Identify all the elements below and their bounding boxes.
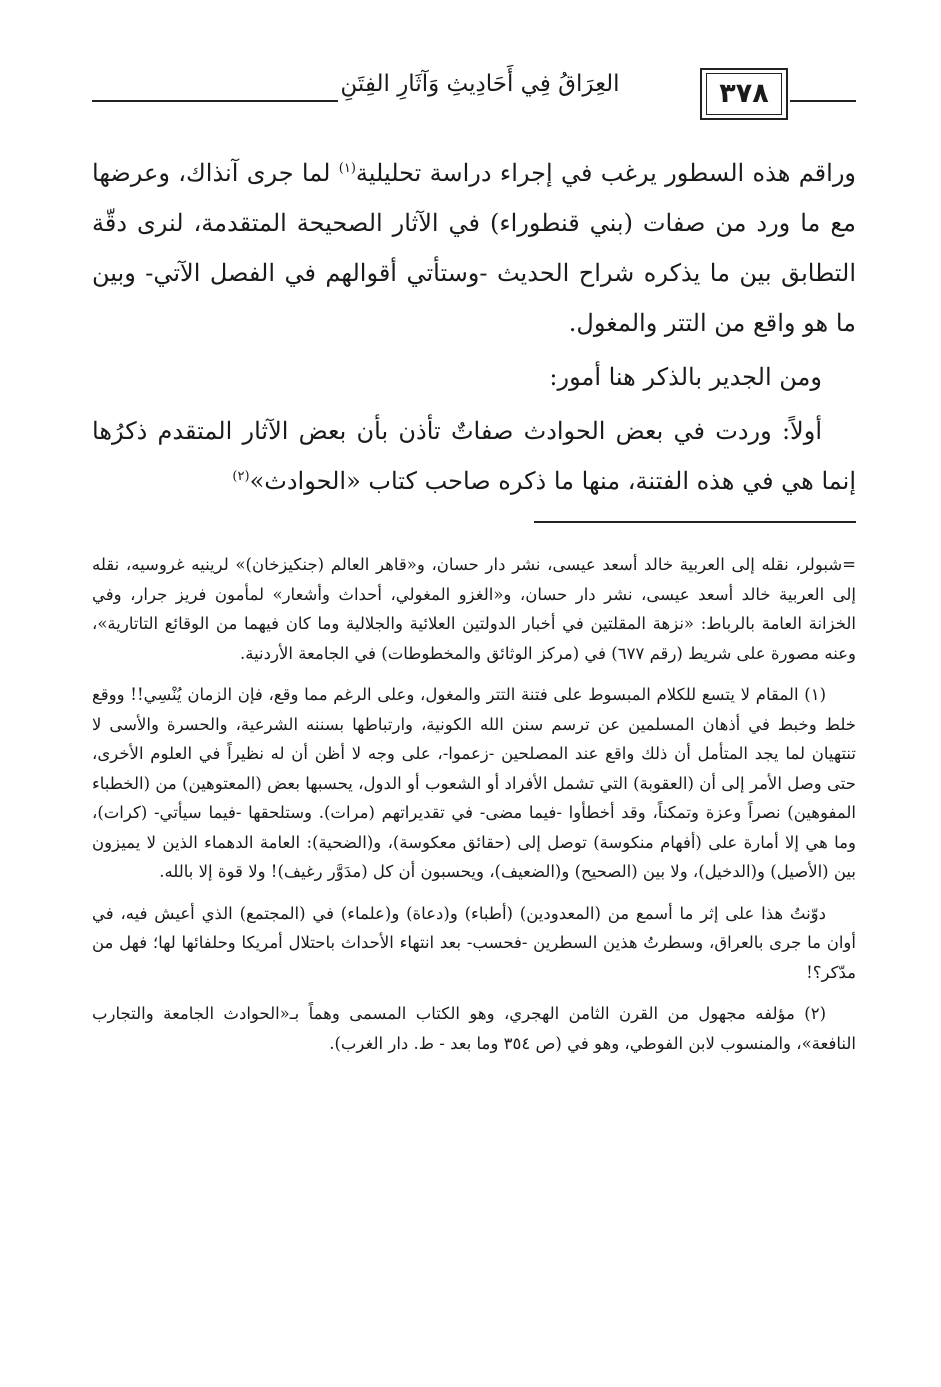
footnote-ref-1[interactable]: (١) — [338, 161, 356, 176]
footnote-divider — [534, 521, 856, 523]
main-text — [92, 148, 856, 506]
paragraph-1-text-rest: لما جرى آنذاك، وعرضها مع ما ورد من صفات (بني قنطوراء) في الآثار الصحيحة المتقدمة، لنرى دقّة التطابق بين ما يذكره شراح الحديث -وستأتي أقوالهم في الفصل الآتي- وبين ما هو واقع من التتر والمغول. — [92, 159, 856, 337]
header-rule-left — [92, 100, 338, 102]
page-number: ٣٧٨ — [706, 73, 782, 115]
paragraph-2: ومن الجدير بالذكر هنا أمور: — [549, 363, 822, 391]
running-title: العِرَاقُ فِي أَحَادِيثِ وَآثَارِ الفِتَنِ — [340, 71, 620, 97]
footnote-ref-2[interactable]: (٢) — [232, 469, 250, 484]
paragraph-3 — [92, 406, 856, 506]
footnote-continued: =شبولر، نقله إلى العربية خالد أسعد عيسى، نشر دار حسان، و«قاهر العالم (جنكيزخان)» لرينيه غروسيه، نقله إلى العربية خالد أسعد عيسى، نشر دار حسان، و«الغزو المغولي، أحداث وأشعار» لمأمون فريز جرار، وفي الخزانة العامة بالرباط: «نزهة المقلتين في أخبار الدولتين العلائية والجلالية وما كان فيهما من الوقائع التاتارية»، وعنه مصورة على شريط (رقم ٦٧٧) في (مركز الوثائق والمخطوطات) في الجامعة الأردنية. — [92, 555, 856, 663]
header-rule-right — [790, 100, 856, 102]
paragraph-1 — [92, 148, 856, 348]
footnote-1: (١) المقام لا يتسع للكلام المبسوط على فتنة التتر والمغول، وعلى الرغم مما وقع، فإن الزمان يُنْسِي!! ووقع خلط وخبط في أذهان المسلمين عن ترسم سنن الله الكونية، وارتباطها بسننه الشرعية، والحسرة والأسى لا تنتهيان لما يجد المتأمل أن ذلك واقع عند المصلحين -زعموا-، على وجه لا أظن أن له نظيراً في العلوم الأخرى، حتى وصل الأمر إلى أن (العقوبة) التي تشمل الأفراد أو الشعوب أو الدول، يحسبها بعض (المعتوهين) من (الخطباء المفوهين) نصراً وعزة وتمكناً، وقد أخطأوا -فيما مضى- في تقديراتهم (مرات). وستلحقها -فيما سيأتي- (كرات)، وما هي إلا أمارة على (أفهام منكوسة) توصل إلى (حقائق معكوسة)، و(الضحية): العامة الدهماء الذين لا يميزون بين (الأصيل) و(الدخيل)، ولا بين (الصحيح) و(الضعيف)، ويحسبون أن كل (مدَوَّر رغيف)! ولا قوة إلا بالله. — [92, 685, 856, 881]
paragraph-3-text: أولاً: وردت في بعض الحوادث صفاتٌ تأذن بأن بعض الآثار المتقدم ذكرُها إنما هي في هذه الفتنة، منها ما ذكره صاحب كتاب «الحوادث» — [92, 417, 856, 495]
footnote-1-continuation: دوّنتُ هذا على إثر ما أسمع من (المعدودين) (أطباء) و(دعاة) و(علماء) في (المجتمع) الذي أعيش فيه، في أوان ما جرى بالعراق، وسطرتُ هذين السطرين -فحسب- بعد انتهاء الأحداث باحتلال أمريكا وحلفائها لها؛ فهل من مدّكر؟! — [92, 903, 856, 982]
footnotes — [92, 550, 856, 1058]
paragraph-1-text: وراقم هذه السطور يرغب في إجراء دراسة تحليلية — [355, 159, 856, 187]
footnote-2: (٢) مؤلفه مجهول من القرن الثامن الهجري، وهو الكتاب المسمى وهماً بـ«الحوادث الجامعة والتجارب النافعة»، والمنسوب لابن الفوطي، وهو في (ص ٣٥٤ وما بعد - ط. دار الغرب). — [92, 1004, 856, 1053]
